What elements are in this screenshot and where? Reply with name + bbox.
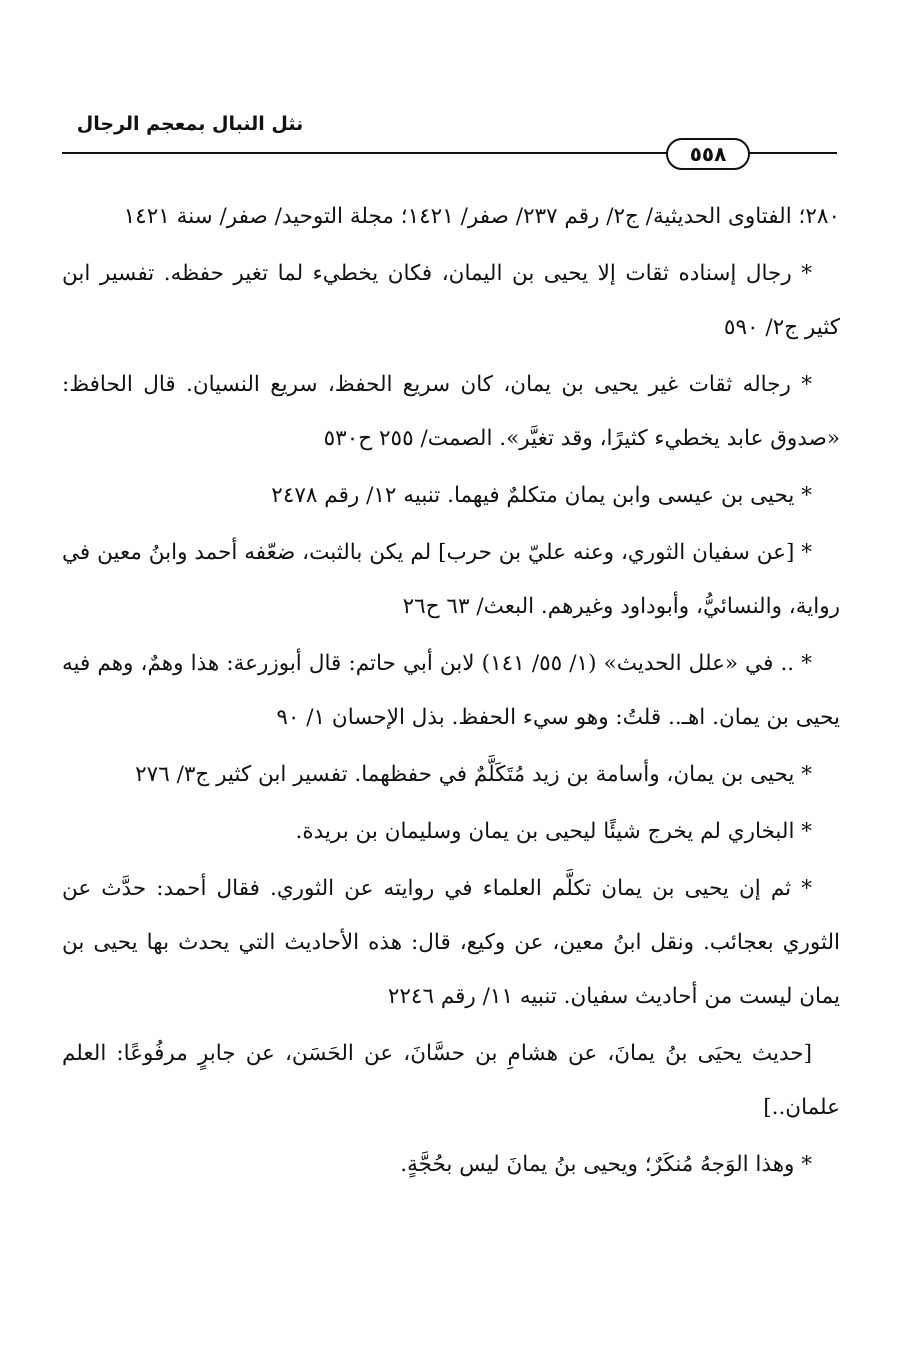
paragraph-entry: * يحيى بن عيسى وابن يمان متكلمٌ فيهما. تنبيه ١٢/ رقم ٢٤٧٨	[271, 483, 812, 508]
running-title: نثل النبال بمعجم الرجال	[76, 113, 304, 135]
paragraph-entry: * [عن سفيان الثوري، وعنه عليّ بن حرب] لم يكن بالثبت، ضعّفه أحمد وابنُ معين في رواية، والنسائيُّ، وأبوداود وغيرهم. البعث/ ٦٣ ح٢٦	[62, 540, 840, 619]
paragraph-entry: * ثم إن يحيى بن يمان تكلَّم العلماء في روايته عن الثوري. فقال أحمد: حدَّث عن الثوري بعجائب. ونقل ابنُ معين، عن وكيع، قال: هذه الأحاديث التي يحدث بها يحيى بن يمان ليست من أحاديث سفيان. تنبيه ١١/ رقم ٢٢٤٦	[62, 876, 840, 1009]
paragraph-entry: * يحيى بن يمان، وأسامة بن زيد مُتَكَلَّمٌ في حفظهما. تفسير ابن كثير ج٣/ ٢٧٦	[135, 762, 812, 787]
paragraph-entry: * وهذا الوَجهُ مُنكَرٌ؛ ويحيى بنُ يمانَ ليس بحُجَّةٍ.	[400, 1152, 812, 1177]
hadith-quote: [حديث يحيَى بنُ يمانَ، عن هشامِ بن حسَّانَ، عن الحَسَن، عن جابرٍ مرفُوعًا: العلم علمان..]	[62, 1041, 840, 1120]
paragraph-entry: * رجاله ثقات غير يحيى بن يمان، كان سريع الحفظ، سريع النسيان. قال الحافظ: «صدوق عابد يخطيء كثيرًا، وقد تغيَّر». الصمت/ ٢٥٥ ح٥٣٠	[62, 372, 840, 451]
paragraph-continuation: ٢٨٠؛ الفتاوى الحديثية/ ج٢/ رقم ٢٣٧/ صفر/ ١٤٢١؛ مجلة التوحيد/ صفر/ سنة ١٤٢١	[123, 204, 840, 229]
paragraph-entry: * .. في «علل الحديث» (١/ ٥٥/ ١٤١) لابن أبي حاتم: قال أبوزرعة: هذا وهمٌ، وهم فيه يحيى بن يمان. اهـ.. قلتُ: وهو سيء الحفظ. بذل الإحسان ١/ ٩٠	[62, 651, 840, 730]
paragraph-entry: * رجال إسناده ثقات إلا يحيى بن اليمان، فكان يخطيء لما تغير حفظه. تفسير ابن كثير ج٢/ ٥٩٠	[62, 261, 840, 340]
paragraph-entry: * البخاري لم يخرج شيئًا ليحيى بن يمان وسليمان بن بريدة.	[295, 819, 812, 844]
page-number: ٥٥٨	[666, 138, 750, 170]
body-text	[62, 190, 840, 1195]
